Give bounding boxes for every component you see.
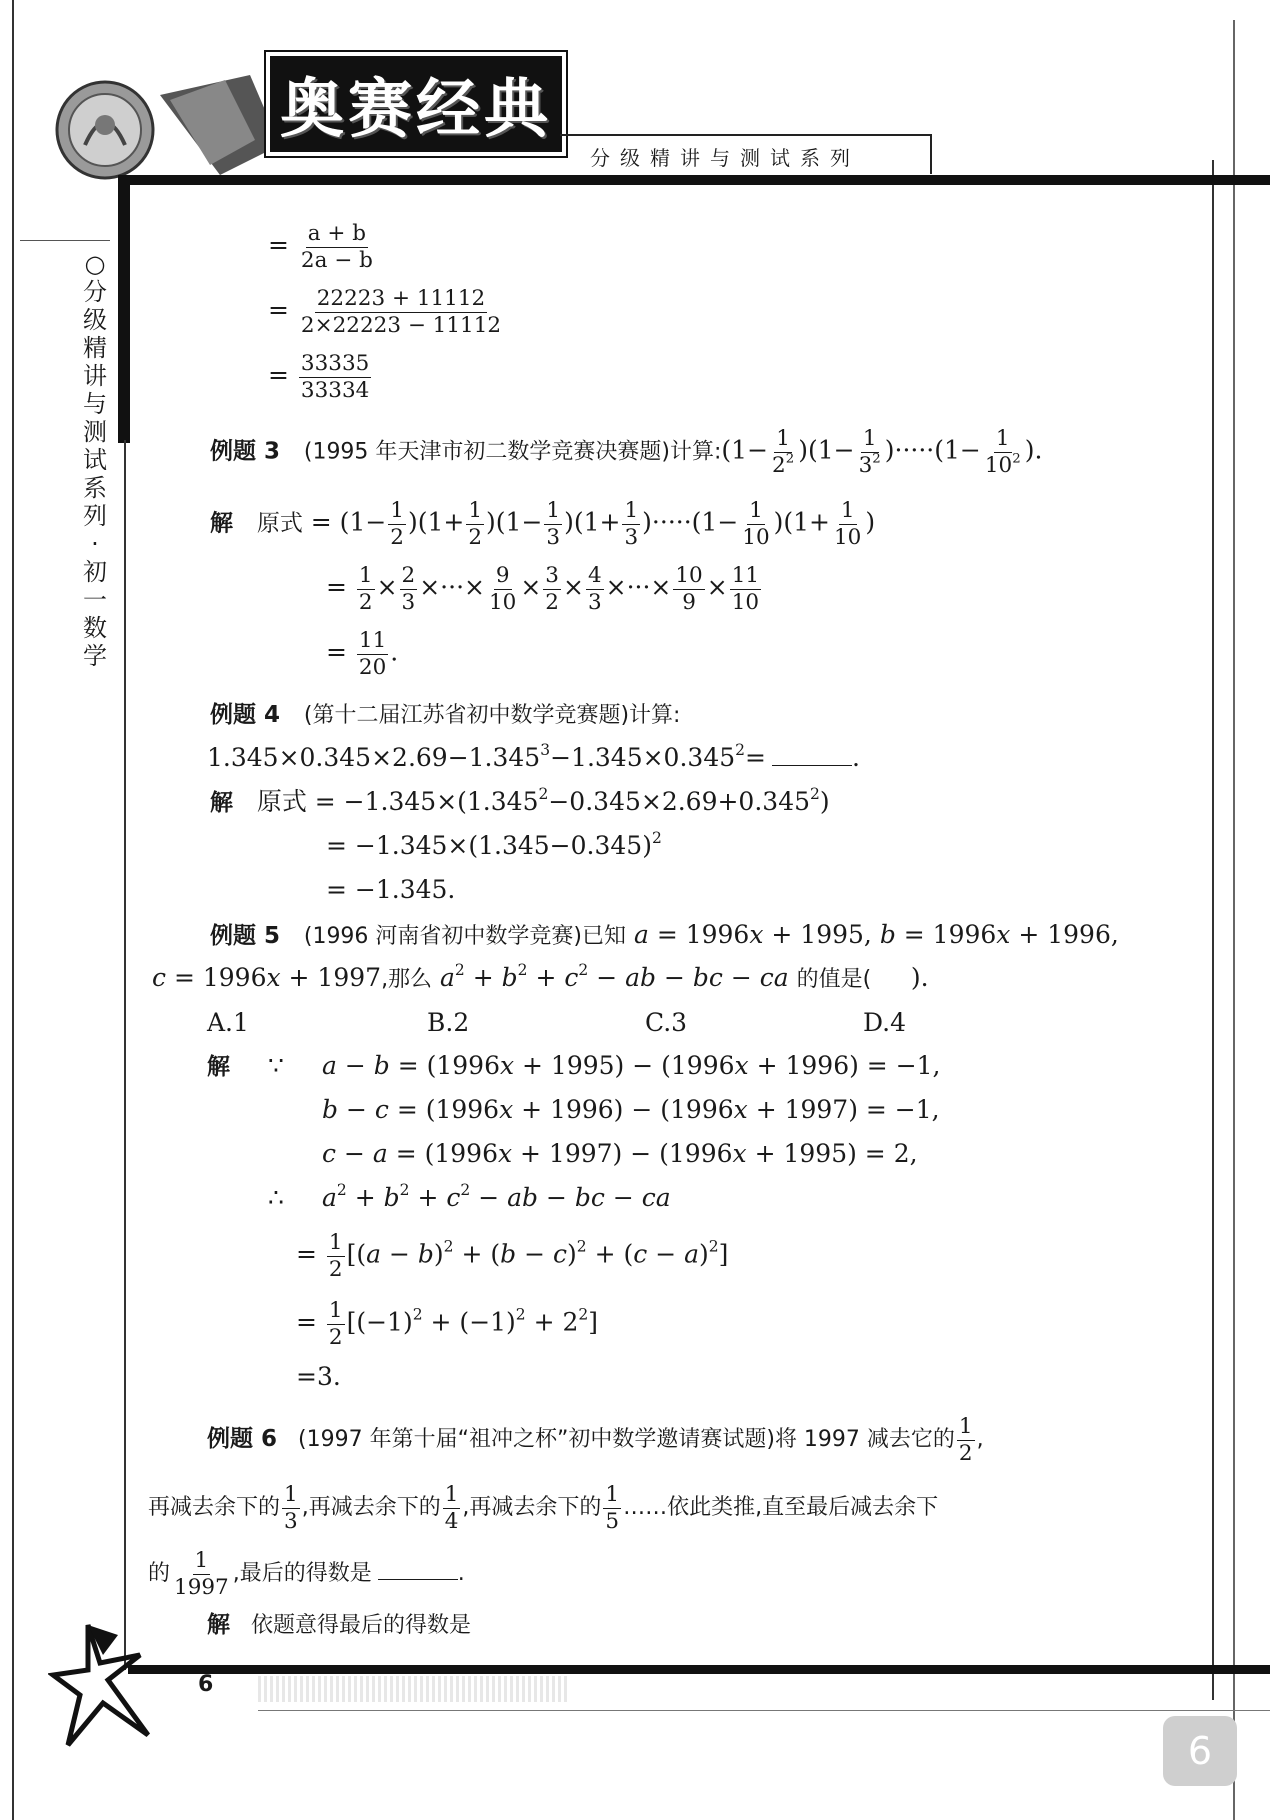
example-5-solution-label: 解 <box>207 1054 230 1080</box>
example-5-option-b: B.2 <box>427 1008 470 1037</box>
example-6-solution: 解 依题意得最后的得数是 <box>207 1612 471 1638</box>
sidebar-vertical-text: ○ 分 级 精 讲 与 测 试 系 列 · 初 一 数 学 <box>83 250 107 670</box>
example-5-solution-line-2: b − c = (1996x + 1996) − (1996x + 1997) = −1, <box>322 1095 940 1124</box>
example-5-source: (1996 河南省初中数学竞赛)已知 <box>303 924 627 949</box>
example-3-statement: 例题 3 (1995 年天津市初二数学竞赛决赛题)计算:(1− $\frac{1}{2^2}$ )(1− $\frac{1}{3^2}$ )·····(1− $\frac{1}{10^2}$ ). <box>210 426 1043 478</box>
example-5-solution-line-3: c − a = (1996x + 1997) − (1996x + 1995) = 2, <box>322 1139 918 1168</box>
example-3-solution-line-1: 解 原式 = (1− $\frac{1}{2}$ )(1+ $\frac{1}{2}$ )(1− $\frac{1}{3}$ )(1+ $\frac{1}{3}$ )·····(1− $\frac{1}{10}$ )(1+ $\frac{1}{10}$ ) <box>210 498 876 550</box>
left-thin-rule <box>124 440 126 1670</box>
footer-dot-band <box>258 1676 568 1702</box>
example-5-solution-final: =3. <box>296 1362 341 1391</box>
example-5-option-a: A.1 <box>207 1008 249 1037</box>
example-5-solution-line-4: $a^2 + b^2 + c^2$ − ab − bc − ca <box>322 1181 671 1212</box>
example-5-option-c: C.3 <box>645 1008 688 1037</box>
example-4-heading <box>210 699 680 731</box>
example-6-label: 例题 6 <box>207 1426 278 1452</box>
medal-logo-icon <box>50 55 280 195</box>
example-5-solution-line-1: a − b = (1996x + 1995) − (1996x + 1996) = −1, <box>322 1051 941 1080</box>
logo-title: 奥赛经典 <box>280 73 552 147</box>
logo-title-box <box>266 52 566 156</box>
page-number: 6 <box>198 1672 214 1697</box>
answer-blank <box>772 743 852 766</box>
example-5-solution-line-6: = $\frac{1}{2}$ $[(-1)^2 + (-1)^2 + 2^2]$ <box>296 1298 599 1350</box>
answer-blank-6 <box>378 1559 458 1580</box>
example-6-line-1: 例题 6 (1997 年第十届“祖冲之杯”初中数学邀请赛试题)将 1997 减去它的 $\frac{1}{2}$ , <box>207 1414 984 1466</box>
series-subtitle: 分级精讲与测试系列 <box>590 146 860 170</box>
outer-right-rule <box>1233 20 1235 1820</box>
example-6-solution-label: 解 <box>207 1612 230 1638</box>
because-symbol: ∵ <box>268 1051 284 1080</box>
example-4-solution-label: 解 <box>210 790 233 816</box>
header-thick-rule <box>125 175 1270 185</box>
inner-right-rule <box>1212 160 1214 1700</box>
example-6-line-2: 再减去余下的 $\frac{1}{3}$ ,再减去余下的 $\frac{1}{4}$ ,再减去余下的 $\frac{1}{5}$ ……依此类推,直至最后减去余下 <box>148 1482 939 1534</box>
example-5-statement-line-1: 例题 5 (1996 河南省初中数学竞赛)已知 a = 1996x + 1995, b = 1996x + 1996, <box>210 920 1119 949</box>
example-6-line-3: 的 $\frac{1}{1997}$ ,最后的得数是 . <box>148 1548 465 1600</box>
star-icon <box>48 1615 168 1755</box>
footer-thick-rule <box>128 1665 1270 1674</box>
example-3-solution-line-2: = $\frac{1}{2}$ × $\frac{2}{3}$ ×···× $\frac{9}{10}$ × $\frac{3}{2}$ × $\frac{4}{3}$ ×···× $\frac{10}{9}$ × $\frac{11}{10}$ <box>326 563 760 615</box>
example-3-source: (1995 年天津市初二数学竞赛决赛题)计算: <box>303 439 722 465</box>
example-4-solution-line-3: = −1.345. <box>326 875 456 904</box>
sidebar-rule-top <box>20 240 110 241</box>
example-3-solution-label: 解 <box>210 510 233 537</box>
example-5-option-d: D.4 <box>863 1008 907 1037</box>
page-badge-number: 6 <box>1187 1729 1213 1773</box>
outer-left-rule <box>12 0 14 1820</box>
example-5-statement-line-2: c = 1996x + 1997,那么 $a^2 + b^2 + c^2$ − ab − bc − ca 的值是( ). <box>152 961 929 992</box>
prev-solution-line-2: = $\frac{22223 + 11112}{2\times 22223 - 11112}$ <box>268 286 502 338</box>
series-subtitle-bar <box>560 134 932 174</box>
prev-solution-line-3: = $\frac{33335}{33334}$ <box>268 351 370 403</box>
example-5-solution-line-5: = $\frac{1}{2}$ $[(a - b)^2 + (b - c)^2 + (c - a)^2]$ <box>296 1230 729 1282</box>
example-4-expression: $1.345\times 0.345\times 2.69-1.345^3-1.345\times 0.345^2=$ . <box>207 741 860 772</box>
example-4-solution-line-2: = $-1.345\times(1.345-0.345)^2$ <box>326 829 662 860</box>
left-thick-bar <box>118 175 130 443</box>
example-5-label: 例题 5 <box>210 923 281 949</box>
example-4-label: 例题 4 <box>210 702 281 728</box>
example-4-solution-line-1: 解 原式 = $-1.345\times(1.345^2-0.345\times 2.69+0.345^2)$ <box>210 785 830 816</box>
example-4-source: (第十二届江苏省初中数学竞赛题)计算: <box>303 703 681 728</box>
prev-solution-line-1: = $\frac{a + b}{2a - b}$ <box>268 221 373 273</box>
footer-thin-rule <box>258 1710 1270 1711</box>
example-3-solution-line-3: = $\frac{11}{20}$ . <box>326 628 399 680</box>
page-badge <box>1163 1716 1237 1786</box>
example-3-label: 例题 3 <box>210 438 281 465</box>
therefore-symbol: ∴ <box>268 1183 284 1212</box>
